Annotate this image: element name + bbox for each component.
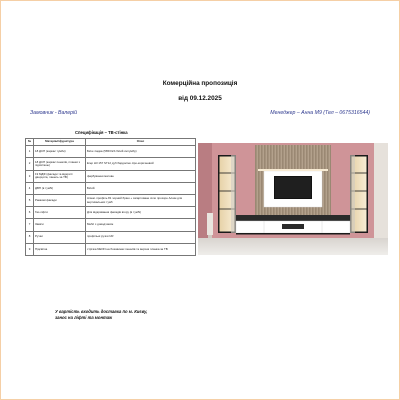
row-num: 3 — [26, 170, 34, 182]
row-num: 9 — [26, 243, 34, 255]
row-num: 5 — [26, 194, 34, 206]
row-num: 6 — [26, 207, 34, 219]
row-material: 18 ДСП (каркас пеналів, планки з підсвіткою) — [34, 158, 86, 170]
row-desc: Біла гладка (5653 ЕS білий снігумбр) — [86, 146, 196, 158]
table-row — [26, 219, 196, 231]
col-header-material: Матеріал/фурнітура — [34, 139, 86, 146]
row-desc: Алюм. профіль 81 чорний браш + загартоване скло прозоре Алюм для вертикальних тумб — [86, 194, 196, 206]
table-row — [26, 243, 196, 255]
right-tall-cabinet — [350, 155, 368, 233]
row-desc: Білий — [86, 182, 196, 194]
row-material: ДВП (в тумбі) — [34, 182, 86, 194]
table-row — [26, 170, 196, 182]
table-row — [26, 158, 196, 170]
col-header-num: № — [26, 139, 34, 146]
row-material: Підсвітка — [34, 243, 86, 255]
spec-header-row — [26, 139, 196, 146]
row-num: 7 — [26, 219, 34, 231]
row-material: 18 ДСП (каркас тумби) — [34, 146, 86, 158]
spec-table — [25, 138, 196, 256]
table-row — [26, 231, 196, 243]
table-row — [26, 182, 196, 194]
proposal-title: Комерційна пропозиція — [162, 80, 238, 87]
delivery-note-line1: У вартість входить доставка по м. Києву, — [55, 309, 148, 314]
row-desc: Мебл з доводчиком — [86, 219, 196, 231]
row-desc: стрічка NEON на боковинах пеналів та верхня планка за ТВ — [86, 243, 196, 255]
top-led-shelf — [258, 169, 328, 171]
row-desc: фарбування матове — [86, 170, 196, 182]
table-row — [26, 146, 196, 158]
left-tall-cabinet — [218, 155, 236, 233]
table-row — [26, 194, 196, 206]
row-desc: Для відкривання фасадів вгору (в тумбі) — [86, 207, 196, 219]
low-tv-cabinet — [236, 215, 350, 235]
row-num: 4 — [26, 182, 34, 194]
client-name: Замовник - Валерій — [30, 110, 78, 116]
table-row — [26, 207, 196, 219]
tv-wall-render — [198, 143, 388, 255]
row-num: 2 — [26, 158, 34, 170]
row-num: 1 — [26, 146, 34, 158]
manager-contact: Менеджер – Анна М9 (Тел – 0675316544) — [270, 110, 370, 116]
row-desc: Егер Н3 157 ST12 дуб бардоліно сіро-коричневий — [86, 158, 196, 170]
col-header-desc: Опис — [86, 139, 196, 146]
row-desc: профільні ручки UR — [86, 231, 196, 243]
row-num: 8 — [26, 231, 34, 243]
row-material: Завіси — [34, 219, 86, 231]
proposal-date: від 09.12.2025 — [178, 95, 222, 102]
delivery-note-line2: занос на ліфті та монтаж — [55, 315, 113, 320]
floor — [198, 238, 388, 255]
row-material: Рамкові фасади — [34, 194, 86, 206]
delivery-note — [55, 309, 147, 321]
row-material: Газ-ліфти — [34, 207, 86, 219]
spec-title: Специфікація – ТВ-стінка — [75, 130, 128, 135]
row-material: Ручки — [34, 231, 86, 243]
row-material: 19 МДФ (фасади та відкриті дверцята, панель за ТВ) — [34, 170, 86, 182]
